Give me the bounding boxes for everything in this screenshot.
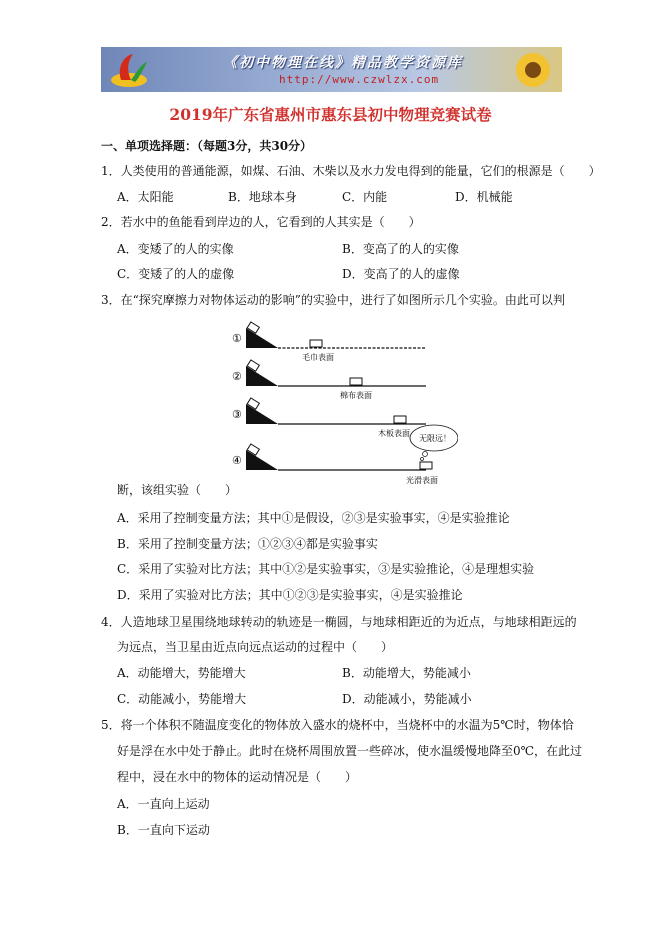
doc-title: 2019年广东省惠州市惠东县初中物理竞赛试卷 (169, 105, 492, 124)
q3-stem: 3．在“探究摩擦力对物体运动的影响”的实验中，进行了如图所示几个实验。由此可以判 (101, 293, 565, 307)
q1-option-d: D．机械能 (455, 190, 513, 204)
fig-label-3: ③ (232, 408, 242, 421)
site-logo-icon (107, 50, 151, 90)
q4-option-b: B．动能增大，势能减小 (342, 666, 471, 680)
q5-option-b: B．一直向下运动 (117, 823, 210, 837)
q3-option-b: B．采用了控制变量方法；①②③④都是实验事实 (117, 537, 378, 551)
q2-option-b: B．变高了的人的实像 (342, 242, 459, 256)
fig-label-2: ② (232, 370, 242, 383)
q4-stem-line2: 为远点，当卫星由近点向远点运动的过程中（ ） (117, 640, 394, 654)
fig-label-4: ④ (232, 454, 242, 467)
q5-stem-line1: 5．将一个体积不随温度变化的物体放入盛水的烧杯中，当烧杯中的水温为5℃时，物体恰 (101, 718, 574, 732)
q2-stem: 2．若水中的鱼能看到岸边的人，它看到的人其实是（ ） (101, 215, 421, 229)
q5-option-a: A．一直向上运动 (117, 797, 210, 811)
section-heading: 一、单项选择题：（每题3分，共30分） (101, 139, 313, 153)
fig-surface-2: 棉布表面 (340, 391, 372, 400)
q3-option-d: D．采用了实验对比方法；其中①②③是实验事实，④是实验推论 (117, 588, 463, 602)
q1-option-c: C．内能 (342, 190, 388, 204)
q3-option-a: A．采用了控制变量方法；其中①是假设，②③是实验事实，④是实验推论 (117, 511, 510, 525)
q4-option-c: C．动能减小，势能增大 (117, 692, 247, 706)
q4-stem-line1: 4．人造地球卫星围绕地球转动的轨迹是一椭圆，与地球相距近的为近点，与地球相距远的 (101, 615, 577, 629)
q3-stem-tail: 断，该组实验（ ） (117, 483, 238, 497)
banner-url: http://www.czwlzx.com (279, 73, 440, 86)
q4-option-a: A．动能增大，势能增大 (117, 666, 246, 680)
q1-option-a: A．太阳能 (117, 190, 174, 204)
q4-option-d: D．动能减小，势能减小 (342, 692, 472, 706)
q2-option-a: A．变矮了的人的实像 (117, 242, 234, 256)
q2-option-d: D．变高了的人的虚像 (342, 267, 460, 281)
q2-option-c: C．变矮了的人的虚像 (117, 267, 235, 281)
fig-surface-3: 木板表面 (378, 429, 410, 438)
fig-surface-1: 毛巾表面 (302, 353, 334, 362)
sunflower-icon (510, 49, 556, 91)
q5-stem-line2: 好是浮在水中处于静止。此时在烧杯周围放置一些碎冰，使水温缓慢地降至0℃，在此过 (117, 744, 583, 758)
q1-stem: 1．人类使用的普通能源，如煤、石油、木柴以及水力发电得到的能量，它们的根源是（ ） (101, 164, 601, 178)
q1-option-b: B．地球本身 (228, 190, 297, 204)
fig-surface-4: 光滑表面 (406, 476, 438, 485)
fig-label-1: ① (232, 332, 242, 345)
q3-option-c: C．采用了实验对比方法；其中①②是实验事实，③是实验推论，④是理想实验 (117, 562, 535, 576)
fig-bubble-text: 无限远！ (419, 434, 451, 443)
banner-title: 《初中物理在线》精品教学资源库 (223, 55, 463, 71)
friction-experiment-figure (228, 320, 458, 490)
q5-stem-line3: 程中，浸在水中的物体的运动情况是（ ） (117, 770, 358, 784)
header-banner (101, 47, 562, 92)
